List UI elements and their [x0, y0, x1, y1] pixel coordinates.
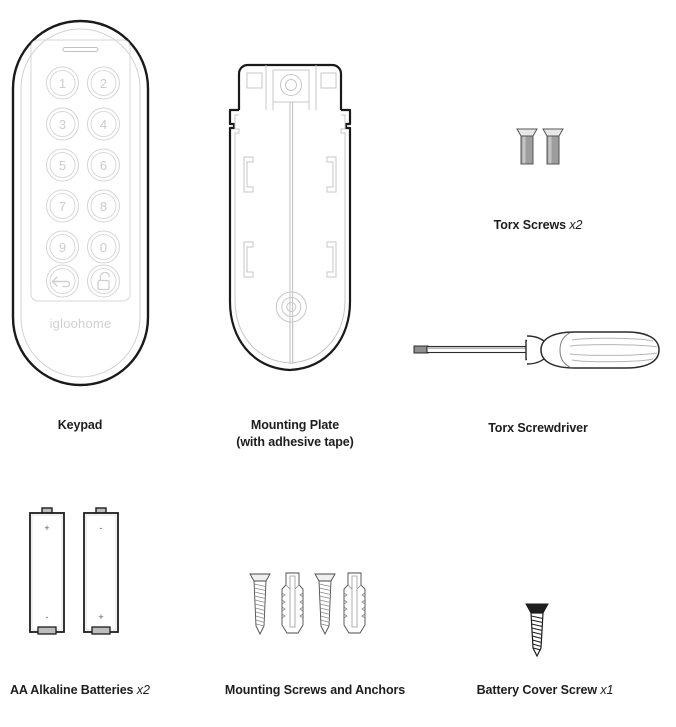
key-label-6: 6 [99, 158, 108, 173]
plate-cutout-top-left [247, 73, 262, 88]
battery-1-top-terminal: + [44, 523, 50, 533]
brand-logo: igloohome [49, 316, 112, 331]
caption-torx-screws-text: Torx Screws [493, 218, 566, 232]
caption-aa-batteries-qty: x2 [136, 683, 150, 697]
screws-and-anchors-icon [240, 570, 370, 640]
key-label-1: 1 [58, 76, 67, 91]
mounting-plate-illustration [222, 62, 367, 392]
caption-mounting-plate [205, 417, 385, 451]
caption-mounting-screws-anchors-text: Mounting Screws and Anchors [224, 683, 406, 697]
caption-battery-cover-screw-text: Battery Cover Screw [476, 683, 597, 697]
caption-aa-batteries-text: AA Alkaline Batteries [10, 683, 134, 697]
mounting-screws-anchors-illustration [240, 570, 370, 640]
mounting-screw-1 [250, 574, 270, 634]
caption-battery-cover-screw [445, 682, 645, 699]
key-label-0: 0 [99, 240, 108, 255]
caption-battery-cover-screw-qty: x1 [600, 683, 614, 697]
status-slot-icon [63, 48, 98, 52]
caption-mounting-plate-subtext: (with adhesive tape) [236, 435, 354, 449]
torx-screws-icon [512, 125, 568, 170]
battery-2-bottom-terminal: + [98, 612, 104, 622]
torx-screwdriver-icon [410, 330, 670, 390]
key-label-4: 4 [99, 117, 108, 132]
keypad-device-icon [8, 18, 153, 388]
battery-1-bottom-terminal: - [45, 612, 49, 622]
key-label-5: 5 [58, 158, 67, 173]
battery-cover-screw-illustration [518, 600, 562, 662]
key-label-8: 8 [99, 199, 108, 214]
plate-cutout-top-right [321, 73, 336, 88]
mounting-screw-2 [315, 574, 335, 634]
wall-anchor-2 [344, 573, 365, 633]
torx-screws-illustration [512, 125, 568, 170]
key-label-7: 7 [58, 199, 67, 214]
battery-cover-screw-icon [518, 600, 562, 662]
key-label-9: 9 [58, 240, 67, 255]
aa-batteries-illustration [20, 505, 120, 640]
caption-keypad-text: Keypad [57, 418, 103, 432]
aa-batteries-icon [20, 505, 120, 640]
caption-keypad [20, 417, 140, 434]
caption-torx-screwdriver [448, 420, 628, 437]
caption-mounting-screws-anchors [215, 682, 415, 699]
battery-2-top-terminal: - [99, 523, 103, 533]
caption-torx-screwdriver-text: Torx Screwdriver [488, 421, 588, 435]
caption-torx-screws [448, 217, 628, 234]
key-label-3: 3 [58, 117, 67, 132]
caption-mounting-plate-text: Mounting Plate [250, 418, 340, 432]
mounting-plate-icon [222, 62, 367, 392]
wall-anchor-1 [282, 573, 303, 633]
key-label-2: 2 [99, 76, 108, 91]
keypad-illustration [8, 18, 153, 388]
torx-screwdriver-illustration [410, 330, 670, 390]
caption-torx-screws-qty: x2 [569, 218, 583, 232]
